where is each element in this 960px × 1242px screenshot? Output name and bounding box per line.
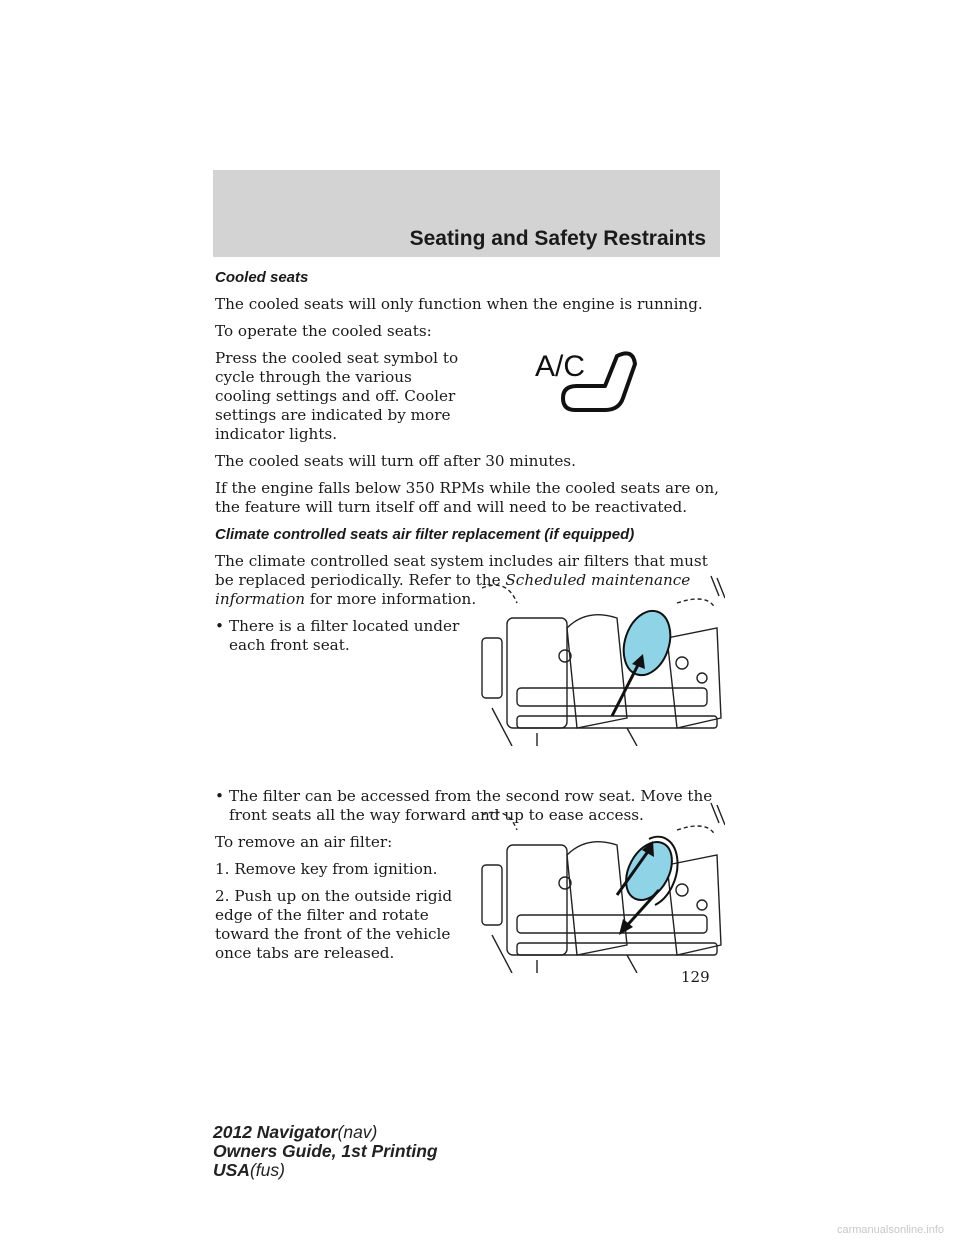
paragraph: The cooled seats will only function when the engine is running. — [215, 295, 703, 313]
list-item: • The filter can be accessed from the second row seat. Move the front seats all the way forward and up to ease access. — [215, 787, 713, 824]
bullet-icon: • — [215, 617, 224, 635]
paragraph: The cooled seats will turn off after 30 minutes. — [215, 452, 576, 470]
ac-label: A/C — [535, 350, 586, 383]
paragraph: To remove an air filter: — [215, 833, 393, 851]
seat-filter-location-illustration — [477, 568, 725, 746]
air-filter-heading: Climate controlled seats air filter replacement (if equipped) — [215, 526, 635, 543]
step-1: 1. Remove key from ignition. — [215, 860, 438, 878]
paragraph: To operate the cooled seats: — [215, 322, 432, 340]
air-filter-highlight — [616, 605, 678, 681]
cooled-seat-icon — [505, 338, 645, 418]
list-item: • There is a filter located under each front seat. — [215, 617, 460, 654]
document-footer: 2012 Navigator(nav) Owners Guide, 1st Printing USA(fus) — [213, 1122, 438, 1180]
bullet-icon: • — [215, 787, 224, 805]
cooled-seats-heading: Cooled seats — [215, 269, 309, 286]
paragraph: Press the cooled seat symbol to cycle through the various cooling settings and off. Cooler settings are indicated by more indicator lights. — [215, 349, 459, 443]
section-title: Seating and Safety Restraints — [409, 227, 706, 250]
paragraph: The climate controlled seat system includes air filters that must be replaced periodically. Refer to the Scheduled maintenance information for more information. — [215, 552, 708, 608]
step-2: 2. Push up on the outside rigid edge of the filter and rotate toward the front of the vehicle once tabs are released. — [215, 887, 453, 962]
filter-removal-illustration — [477, 795, 725, 973]
page-number: 129 — [681, 968, 710, 986]
section-header-band — [213, 170, 720, 257]
paragraph: If the engine falls below 350 RPMs while the cooled seats are on, the feature will turn itself off and will need to be reactivated. — [215, 479, 719, 516]
manual-reference: Scheduled maintenance information — [215, 571, 691, 608]
watermark: carmanualsonline.info — [836, 1224, 944, 1236]
